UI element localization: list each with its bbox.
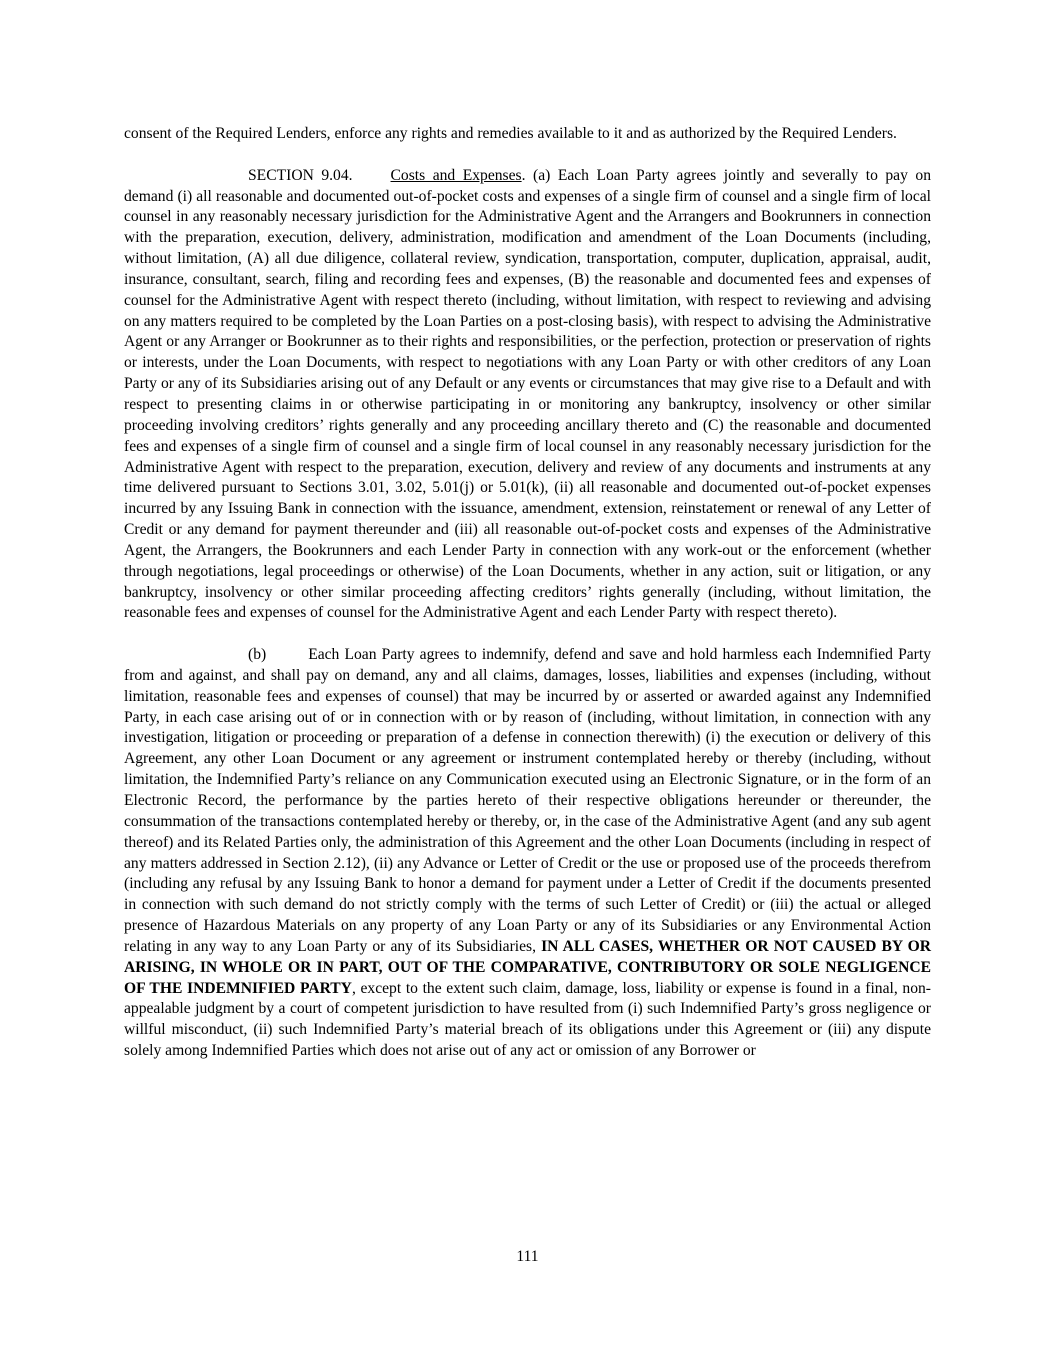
section-number: SECTION 9.04. <box>248 166 353 184</box>
section-body-a: (a) Each Loan Party agrees jointly and severally to pay on demand (i) all reasonable and documented out-of-pocket costs and expenses of a single firm of counsel and a single firm of local counsel in any reasonably necessary jurisdiction for the Administrative Agent and the Arrangers and Bookrunners in connection with the preparation, execution, delivery, administration, modification and amendment of the Loan Documents (including, without limitation, (A) all due diligence, collateral review, syndication, transportation, computer, duplication, appraisal, audit, insurance, consultant, search, filing and recording fees and expenses, (B) the reasonable and documented fees and expenses of counsel for the Administrative Agent with respect thereto (including, without limitation, with respect to reviewing and advising on any matters required to be completed by the Loan Parties on a post-closing basis), with respect to advising the Administrative Agent or any Arranger or Bookrunner as to their rights and responsibilities, or the perfection, protection or preservation of rights or interests, under the Loan Documents, with respect to negotiations with any Loan Party or with other creditors of any Loan Party or any of its Subsidiaries arising out of any Default or any events or circumstances that may give rise to a Default and with respect to presenting claims in or otherwise participating in or monitoring any bankruptcy, insolvency or other similar proceeding involving creditors’ rights generally and any proceeding ancillary thereto and (C) the reasonable and documented fees and expenses of a single firm of counsel and a single firm of local counsel in any reasonably necessary jurisdiction for the Administrative Agent with respect to the preparation, execution, delivery and review of any documents and instruments at any time delivered pursuant to Sections 3.01, 3.02, 5.01(j) or 5.01(k), (ii) all reasonable and documented out-of-pocket expenses incurred by any Issuing Bank in connection with the issuance, amendment, extension, reinstatement or renewal of any Letter of Credit or any demand for payment thereunder and (iii) all reasonable out-of-pocket costs and expenses of the Administrative Agent, the Arrangers, the Bookrunners and each Lender Party in connection with any work-out or the enforcement (whether through negotiations, legal proceedings or otherwise) of the Loan Documents, whether in any action, suit or litigation, or any bankruptcy, insolvency or other similar proceeding affecting creditors’ rights generally (including, without limitation, the reasonable fees and expenses of counsel for the Administrative Agent and each Lender Party with respect thereto). <box>124 166 931 622</box>
paragraph-continuation: consent of the Required Lenders, enforce any rights and remedies available to it and as authorized by the Required Lenders. <box>124 125 897 142</box>
subsection-b-tail: , except to the extent such claim, damage, loss, liability or expense is found in a final, non-appealable judgment by a court of competent jurisdiction to have resulted from (i) such Indemnified Party’s gross negligence or willful misconduct, (ii) such Indemnified Party’s material breach of its obligations under this Agreement or (iii) any dispute solely among Indemnified Parties which does not arise out of any act or omission of any Borrower or <box>124 979 931 1060</box>
document-page <box>124 124 931 1062</box>
subsection-b-paragraph <box>124 645 931 1062</box>
subsection-b-bold-clause: IN ALL CASES, WHETHER OR NOT CAUSED BY OR ARISING, IN WHOLE OR IN PART, OUT OF THE COMPARATIVE, CONTRIBUTORY OR SOLE NEGLIGENCE OF THE INDEMNIFIED PARTY <box>124 937 931 997</box>
subsection-b-body: Each Loan Party agrees to indemnify, defend and save and hold harmless each Indemnified Party from and against, and shall pay on demand, any and all claims, damages, losses, liabilities and expenses (including, without limitation, reasonable fees and expenses of counsel) that may be incurred by or asserted or awarded against any Indemnified Party, in each case arising out of or in connection with or by reason of (including, without limitation, in connection with any investigation, litigation or proceeding or preparation of a defense in connection therewith) (i) the execution or delivery of this Agreement, any other Loan Document or any agreement or instrument contemplated hereby or thereby (including, without limitation, the Indemnified Party’s reliance on any Communication executed using an Electronic Signature, or in the form of an Electronic Record, the performance by the parties hereto of their respective obligations hereunder or thereunder, the consummation of the transactions contemplated hereby or thereby, or, in the case of the Administrative Agent (and any sub agent thereof) and its Related Parties only, the administration of this Agreement and the other Loan Documents (including in respect of any matters addressed in Section 2.12), (ii) any Advance or Letter of Credit or the use or proposed use of the proceeds therefrom (including any refusal by any Issuing Bank to honor a demand for payment under a Letter of Credit if the documents presented in connection with such demand do not strictly comply with the terms of such Letter of Credit) or (iii) the actual or alleged presence of Hazardous Materials on any property of any Loan Party or any of its Subsidiaries or any Environmental Action relating in any way to any Loan Party or any of its Subsidiaries, <box>124 646 931 955</box>
section-title: Costs and Expenses <box>390 166 522 184</box>
section-9-04-paragraph <box>124 166 931 625</box>
subsection-b-label: (b) <box>248 646 267 664</box>
section-title-suffix: . <box>521 166 526 184</box>
page-number: 111 <box>516 1248 539 1265</box>
